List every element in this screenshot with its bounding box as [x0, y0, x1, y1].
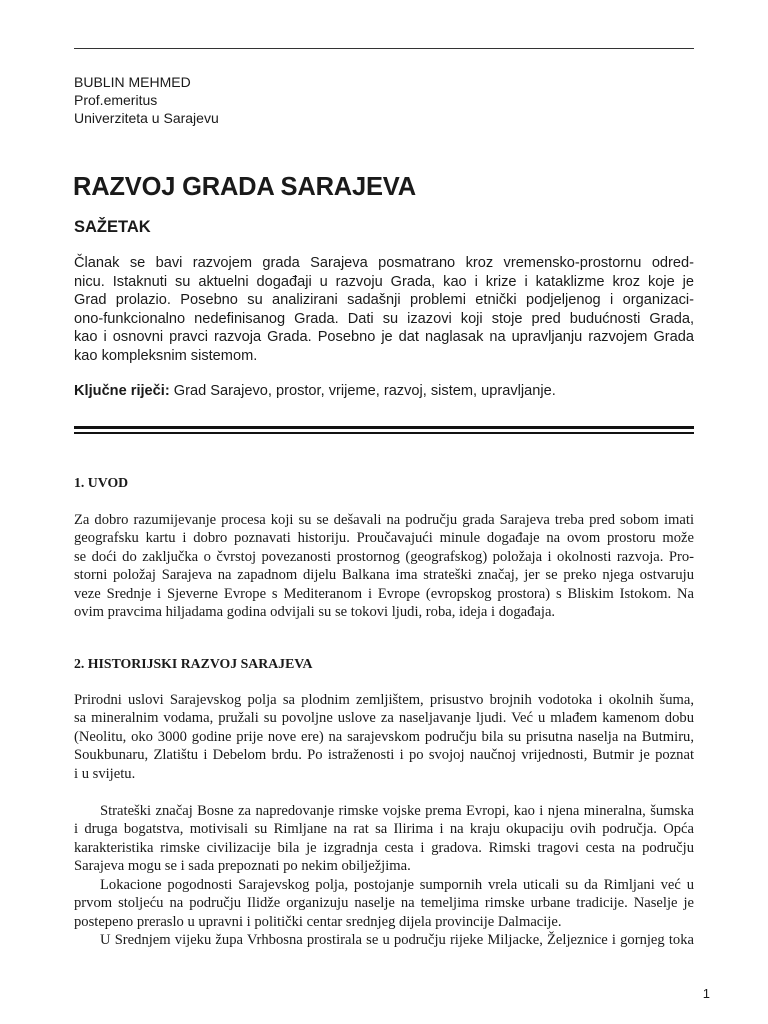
paragraph-line: postepeno preraslo u upravni i politički centar srednjeg dijela provincije Dalmacije. [74, 913, 562, 930]
paragraph-line: i u svijetu. [74, 765, 136, 782]
paragraph-line: Strateški značaj Bosne za napredovanje rimske vojske prema Evropi, kao i njena mineralna, šumska [100, 803, 694, 819]
abstract-line: Članak se bavi razvojem grada Sarajeva posmatrano kroz vremensko-prostornu odred- [74, 255, 694, 271]
paragraph-line: U Srednjem vijeku župa Vrhbosna prostirala se u području rijeke Miljacke, Željeznice i gornjeg toka [100, 932, 694, 948]
author-title: Prof.emeritus [74, 92, 158, 108]
author-name: BUBLIN MEHMED [74, 74, 191, 90]
section-historija-paragraph-2 [74, 802, 694, 876]
paragraph-line: karakteristika rimske civilizacije bila je izgradnja cesta i gradova. Rimski tragovi cesta na području [74, 839, 694, 856]
double-rule-bottom [74, 432, 694, 434]
paragraph-line: Za dobro razumijevanje procesa koji su se dešavali na području grada Sarajeva treba pred sobom imati [74, 512, 694, 528]
author-block [74, 73, 694, 127]
paragraph-line: storni položaj Sarajeva na zapadnom dijelu Balkana ima strateški značaj, jer se preko njega ostvaruju [74, 567, 694, 584]
paragraph-line: Prirodni uslovi Sarajevskog polja sa plodnim zemljištem, prisustvo brojnih vodotoka i okolnih šuma, [74, 692, 694, 708]
paragraph-line: Lokacione pogodnosti Sarajevskog polja, postojanje sumpornih vrela uticali su da Rimljani već u [100, 877, 694, 893]
abstract-line: nicu. Istaknuti su aktuelni događaji u razvoju Grada, kao i krize i kataklizme kroz koje je [74, 273, 694, 290]
abstract-heading: SAŽETAK [74, 218, 151, 236]
page-number: 1 [702, 986, 710, 1001]
paragraph-line: se doći do zaključka o čvrstoj povezanosti prostornog (geografskog) položaja i okolnosti razvoja. Pro- [74, 548, 694, 565]
abstract-line: kao kompleksnim sistemom. [74, 347, 258, 364]
abstract-text [74, 254, 694, 366]
section-uvod-text [74, 511, 694, 621]
paragraph-line: sa mineralnim vodama, pružali su povoljne uslove za naseljavanje ljudi. Već u mlađem kamenom dobu [74, 710, 694, 727]
paragraph-line: (Neolitu, oko 3000 godine prije nove ere) na sarajevskom području bila su prisutna naselja na Butmiru, [74, 728, 694, 745]
author-affiliation: Univerziteta u Sarajevu [74, 110, 219, 126]
paragraph-line: prvom stoljeću na području Ilidže organizuju naselje na temeljima rimske urbane tradicije. Naselje je [74, 895, 694, 912]
paragraph-line: i druga bogatstva, motivisali su Rimljane na rat sa Ilirima i na kraju okupaciju ovih područja. Opća [74, 821, 694, 838]
paragraph-line: geografsku kartu i dobro poznavati historiju. Proučavajući minule događaje na ovom prostoru može [74, 530, 694, 547]
paragraph-line: Sarajeva mogu se i sada prepoznati po nekim obilježjima. [74, 858, 411, 875]
top-rule [74, 48, 694, 49]
article-title: RAZVOJ GRADA SARAJEVA [73, 173, 416, 201]
abstract-line: kao i osnovni pravci razvoja Grada. Posebno je dat naglasak na upravljanju razvojem Grada [74, 329, 694, 346]
keywords-label: Ključne riječi: [74, 383, 170, 399]
paragraph-line: ovim pravcima hiljadama godina odvijali su se tokovi ljudi, roba, ideja i događaja. [74, 604, 556, 621]
section-heading-uvod: 1. UVOD [74, 475, 129, 490]
paragraph-line: Soukbunaru, Zlatištu i Debelom brdu. Po istraženosti i po svojoj naučnoj vrijednosti, Butmir je poznat [74, 747, 694, 764]
section-historija-paragraph-4 [74, 931, 694, 949]
keywords [74, 382, 694, 401]
abstract-line: ono-funkcionalno nedefinisanog Grada. Dati su izazovi koji stoje pred budućnosti Grada, [74, 310, 694, 327]
paragraph-line: veze Srednje i Sjeverne Evrope s Mediteranom i Evrope (evropskog prostora) s Bliskim Istokom. Na [74, 585, 694, 602]
double-rule-top [74, 426, 694, 429]
section-historija-paragraph-1 [74, 691, 694, 783]
keywords-text: Grad Sarajevo, prostor, vrijeme, razvoj, sistem, upravljanje. [173, 383, 556, 399]
abstract-line: Grad prolazio. Posebno su analizirani sadašnji problemi etnički podjeljenog i organizaci- [74, 292, 694, 309]
section-heading-historijski-razvoj: 2. HISTORIJSKI RAZVOJ SARAJEVA [74, 656, 313, 671]
section-historija-paragraph-3 [74, 876, 694, 931]
